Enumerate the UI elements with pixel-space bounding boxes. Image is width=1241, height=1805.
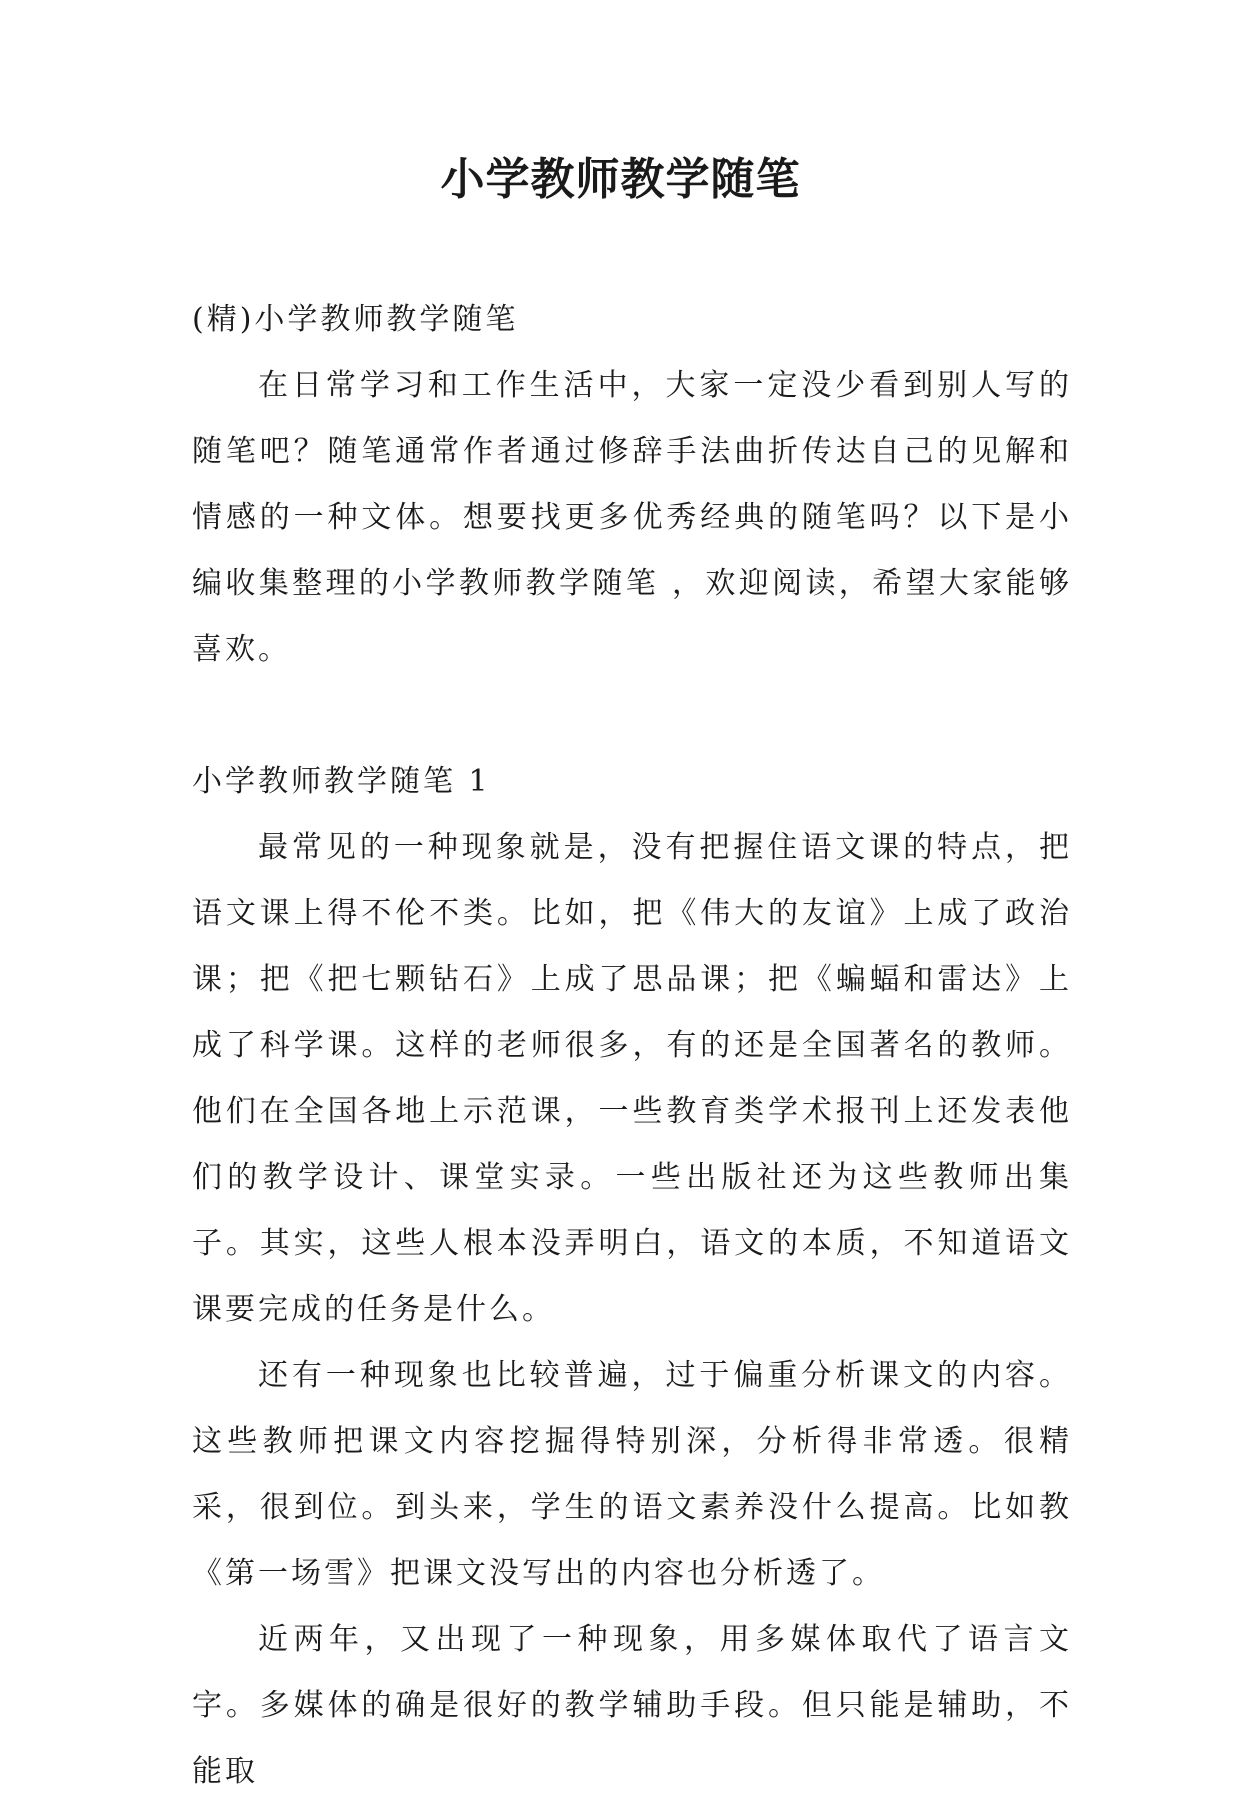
page-title: 小学教师教学随笔	[440, 154, 801, 205]
intro-paragraph: 在日常学习和工作生活中，大家一定没少看到别人写的随笔吧？随笔通常作者通过修辞手法曲折传达自己的见解和情感的一种文体。想要找更多优秀经典的随笔吗？以下是小编收集整理的小学教师教学随笔 ，欢迎阅读，希望大家能够喜欢。	[192, 368, 1072, 667]
body-paragraph-3: 近两年，又出现了一种现象，用多媒体取代了语言文字。多媒体的确是很好的教学辅助手段。但只能是辅助，不能取	[192, 1622, 1072, 1789]
body-paragraph-1: 最常见的一种现象就是，没有把握住语文课的特点，把语文课上得不伦不类。比如，把《伟大的友谊》上成了政治课；把《把七颗钻石》上成了思品课；把《蝙蝠和雷达》上成了科学课。这样的老师很多，有的还是全国著名的教师。他们在全国各地上示范课，一些教育类学术报刊上还发表他们的教学设计、课堂实录。一些出版社还为这些教师出集子。其实，这些人根本没弄明白，语文的本质，不知道语文课要完成的任务是什么。	[192, 830, 1072, 1327]
section-heading: 小学教师教学随笔 1	[192, 764, 491, 799]
intro-heading: (精)小学教师教学随笔	[192, 302, 519, 337]
document-body	[192, 287, 1072, 1805]
section-spacer	[192, 683, 1072, 749]
body-paragraph-2: 还有一种现象也比较普遍，过于偏重分析课文的内容。这些教师把课文内容挖掘得特别深，分析得非常透。很精采，很到位。到头来，学生的语文素养没什么提高。比如教《第一场雪》把课文没写出的内容也分析透了。	[192, 1358, 1072, 1591]
